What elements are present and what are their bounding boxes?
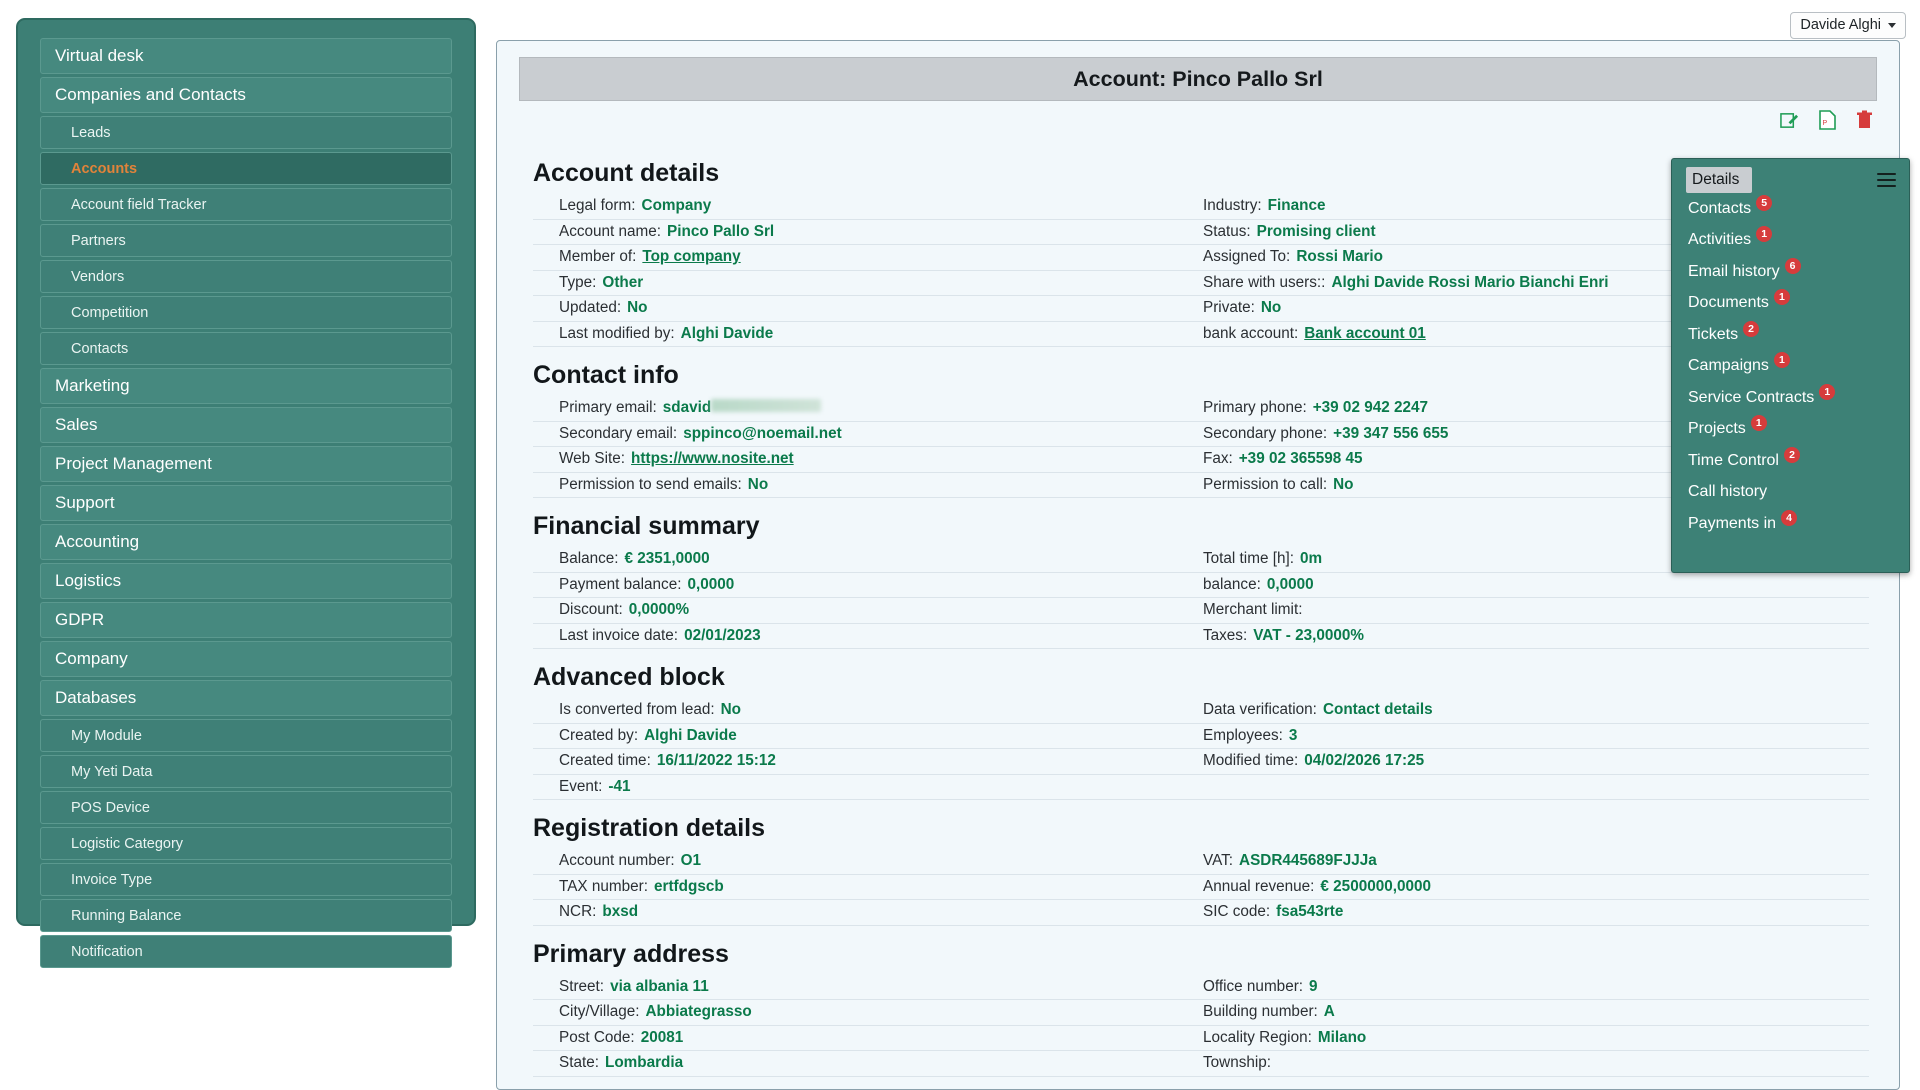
tab-label: Time Control: [1688, 451, 1779, 469]
field-row: [533, 1051, 1869, 1077]
sidebar-item-running-balance[interactable]: [40, 899, 452, 932]
field-label: Type:: [559, 273, 597, 291]
field-label: Private:: [1203, 299, 1255, 317]
delete-icon[interactable]: [1856, 110, 1873, 134]
field-cell: [533, 223, 1201, 241]
tab-label: Activities: [1688, 231, 1752, 249]
sidebar-item-logistics[interactable]: [40, 563, 452, 599]
tab-call-history[interactable]: [1672, 477, 1909, 509]
field-value: Pinco Pallo Srl: [667, 222, 775, 240]
field-label: Post Code:: [559, 1028, 635, 1046]
section-title: Registration details: [533, 814, 765, 842]
field-value: No: [747, 475, 769, 493]
field-label: Web Site:: [559, 450, 626, 468]
tab-time-control[interactable]: [1672, 445, 1909, 477]
field-value[interactable]: https://www.nosite.net: [631, 450, 794, 468]
field-value: Alghi Davide Rossi Mario Bianchi Enri: [1331, 273, 1609, 291]
field-cell: [533, 576, 1201, 594]
field-value: € 2351,0000: [624, 550, 710, 568]
field-row: [533, 900, 1869, 926]
user-menu-button[interactable]: [1790, 12, 1906, 39]
sidebar-item-label: Accounting: [55, 532, 140, 551]
field-group: [533, 849, 1869, 926]
field-cell: [533, 399, 1201, 417]
sidebar-item-label: Sales: [55, 415, 98, 434]
field-label: Created by:: [559, 726, 639, 744]
tab-label: Documents: [1688, 294, 1769, 312]
field-value: Lombardia: [604, 1054, 684, 1072]
tab-contacts[interactable]: [1672, 193, 1909, 225]
field-row: [533, 296, 1869, 322]
sidebar-item-label: Company: [55, 649, 128, 668]
field-value: 3: [1288, 726, 1298, 744]
sidebar-item-invoice-type[interactable]: [40, 863, 452, 896]
sidebar-item-label: GDPR: [55, 610, 105, 629]
field-row: [533, 422, 1869, 448]
field-row: [533, 547, 1869, 573]
field-label: Modified time:: [1203, 752, 1299, 770]
tab-tickets[interactable]: [1672, 319, 1909, 351]
field-label: Annual revenue:: [1203, 877, 1315, 895]
field-value: Alghi Davide: [680, 324, 774, 342]
field-label: Payment balance:: [559, 575, 682, 593]
field-value: O1: [680, 852, 702, 870]
field-row: [533, 220, 1869, 246]
section-title: Account details: [533, 159, 720, 187]
sidebar-item-marketing[interactable]: [40, 368, 452, 404]
field-label: Share with users::: [1203, 273, 1326, 291]
field-row: [533, 698, 1869, 724]
field-row: [533, 396, 1869, 422]
tab-label: Contacts: [1688, 199, 1752, 217]
field-row: [533, 775, 1869, 801]
tab-label: Payments in: [1688, 514, 1777, 532]
field-cell: [533, 425, 1201, 443]
sidebar-item-label: Virtual desk: [55, 46, 144, 65]
sidebar-item-support[interactable]: [40, 485, 452, 521]
tab-label: Service Contracts: [1688, 388, 1815, 406]
field-label: Last modified by:: [559, 324, 675, 342]
field-value: 0,0000%: [628, 601, 690, 619]
field-label: Locality Region:: [1203, 1028, 1312, 1046]
field-value: € 2500000,0000: [1320, 877, 1432, 895]
sidebar-item-label: Running Balance: [71, 907, 182, 924]
field-row: [533, 447, 1869, 473]
sidebar-item-my-yeti-data[interactable]: [40, 755, 452, 788]
sidebar-item-my-module[interactable]: [40, 719, 452, 752]
field-row: [533, 245, 1869, 271]
field-value: sdavid: [662, 399, 712, 417]
field-label: SIC code:: [1203, 903, 1271, 921]
tab-service-contracts[interactable]: [1672, 382, 1909, 414]
field-label: Employees:: [1203, 726, 1283, 744]
field-value: 20081: [640, 1028, 684, 1046]
sidebar-item-logistic-category[interactable]: [40, 827, 452, 860]
field-cell: [1201, 878, 1869, 896]
field-cell: [1201, 852, 1869, 870]
field-row: [533, 598, 1869, 624]
field-label: NCR:: [559, 903, 597, 921]
tab-label: Projects: [1688, 420, 1746, 438]
sidebar-item-accounts[interactable]: [40, 152, 452, 185]
field-cell: [1201, 1054, 1869, 1072]
sidebar-item-company[interactable]: [40, 641, 452, 677]
field-label: Street:: [559, 977, 605, 995]
sidebar-item-accounting[interactable]: [40, 524, 452, 560]
tab-campaigns[interactable]: [1672, 351, 1909, 383]
field-row: [533, 473, 1869, 499]
tab-label: Campaigns: [1688, 357, 1769, 375]
field-cell: [533, 601, 1201, 619]
field-cell: [533, 627, 1201, 645]
field-cell: [533, 274, 1201, 292]
field-row: [533, 975, 1869, 1001]
sidebar-item-notification[interactable]: [40, 935, 452, 968]
field-value: +39 02 365598 45: [1238, 450, 1363, 468]
field-label: Primary phone:: [1203, 399, 1307, 417]
field-cell: [1201, 576, 1869, 594]
field-row: [533, 624, 1869, 650]
tab-badge: 1: [1774, 289, 1790, 305]
tab-badge: 5: [1756, 195, 1772, 211]
field-label: TAX number:: [559, 877, 648, 895]
section-title: Contact info: [533, 361, 679, 389]
tab-projects[interactable]: [1672, 414, 1909, 446]
field-value: Milano: [1317, 1028, 1367, 1046]
field-value: A: [1323, 1003, 1335, 1021]
field-cell: [533, 727, 1201, 745]
tab-documents[interactable]: [1672, 288, 1909, 320]
field-cell: [1201, 601, 1869, 619]
field-label: bank account:: [1203, 324, 1299, 342]
tab-label: Details: [1692, 171, 1740, 188]
sidebar-item-account-field-tracker[interactable]: [40, 188, 452, 221]
section-title: Advanced block: [533, 663, 725, 691]
sidebar-item-label: Support: [55, 493, 115, 512]
field-label: Building number:: [1203, 1003, 1318, 1021]
field-row: [533, 849, 1869, 875]
field-value: +39 347 556 655: [1333, 424, 1449, 442]
field-label: Member of:: [559, 248, 637, 266]
field-row: [533, 724, 1869, 750]
field-value: 9: [1309, 977, 1318, 995]
field-label: Account name:: [559, 222, 662, 240]
field-value: No: [627, 299, 648, 317]
field-value: ASDR445689FJJJa: [1239, 852, 1377, 870]
field-label: Office number:: [1203, 977, 1304, 995]
tab-badge: 1: [1751, 415, 1767, 431]
field-cell: [1201, 1003, 1869, 1021]
sidebar-item-project-management[interactable]: [40, 446, 452, 482]
field-cell: [533, 778, 1201, 796]
field-label: Data verification:: [1203, 701, 1317, 719]
field-value: No: [720, 701, 741, 719]
sidebar-item-vendors[interactable]: [40, 260, 452, 293]
field-cell: [533, 197, 1201, 215]
tab-badge: 2: [1784, 447, 1800, 463]
hamburger-menu-icon[interactable]: [1877, 173, 1896, 187]
sidebar-item-label: Logistics: [55, 571, 122, 590]
sidebar-item-label: Notification: [71, 943, 143, 960]
sidebar-item-competition[interactable]: [40, 296, 452, 329]
field-value: 16/11/2022 15:12: [656, 752, 776, 770]
tab-badge: 4: [1781, 510, 1797, 526]
field-label: Balance:: [559, 550, 619, 568]
field-cell: [1201, 701, 1869, 719]
field-value: -41: [608, 777, 631, 795]
field-cell: [533, 476, 1201, 494]
field-label: Taxes:: [1203, 626, 1248, 644]
field-label: Merchant limit:: [1203, 601, 1303, 619]
field-label: Status:: [1203, 222, 1251, 240]
tab-badge: 6: [1785, 258, 1801, 274]
user-menu-label: Davide Alghi: [1800, 17, 1881, 33]
sidebar-item-gdpr[interactable]: [40, 602, 452, 638]
field-label: Permission to send emails:: [559, 475, 742, 493]
field-value: Company: [641, 197, 712, 215]
field-value: Contact details: [1322, 701, 1433, 719]
field-cell: [1201, 903, 1869, 921]
sidebar-item-label: Contacts: [71, 340, 129, 357]
field-label: Permission to call:: [1203, 475, 1328, 493]
section-title: Primary address: [533, 939, 729, 968]
sidebar-item-label: Invoice Type: [71, 871, 153, 888]
field-value: fsa543rte: [1276, 903, 1344, 921]
field-label: Secondary email:: [559, 424, 678, 442]
svg-text:P: P: [1822, 120, 1828, 127]
field-label: Last invoice date:: [559, 626, 679, 644]
field-cell: [533, 903, 1201, 921]
field-value: Other: [602, 273, 644, 291]
field-cell: [533, 878, 1201, 896]
page-title: Account: Pinco Pallo Srl: [519, 57, 1877, 101]
field-label: Total time [h]:: [1203, 550, 1294, 568]
field-label: Secondary phone:: [1203, 424, 1328, 442]
field-label: Legal form:: [559, 197, 636, 215]
sidebar-item-label: Databases: [55, 688, 137, 707]
field-label: Created time:: [559, 752, 651, 770]
field-value: 02/01/2023: [684, 626, 761, 644]
field-value: bxsd: [602, 903, 639, 921]
field-cell: [533, 1003, 1201, 1021]
field-label: VAT:: [1203, 852, 1234, 870]
redacted-email: [711, 399, 821, 412]
field-value: 0m: [1299, 550, 1323, 568]
field-group: [533, 396, 1869, 498]
sidebar-item-label: Vendors: [71, 268, 125, 285]
sidebar-item-databases[interactable]: [40, 680, 452, 716]
field-cell: [533, 450, 1201, 468]
sidebar-item-contacts[interactable]: [40, 332, 452, 365]
sidebar-item-sales[interactable]: [40, 407, 452, 443]
tab-email-history[interactable]: [1672, 256, 1909, 288]
field-label: Assigned To:: [1203, 248, 1291, 266]
sidebar-item-label: Account field Tracker: [71, 196, 207, 213]
field-cell: [533, 325, 1201, 343]
sidebar: [16, 18, 476, 960]
sidebar-item-partners[interactable]: [40, 224, 452, 257]
field-value: 04/02/2026 17:25: [1304, 752, 1425, 770]
field-group: [533, 194, 1869, 347]
sidebar-item-label: Companies and Contacts: [55, 85, 246, 104]
field-value: ertfdgscb: [653, 877, 724, 895]
field-cell: [533, 752, 1201, 770]
record-actions: [497, 111, 1873, 133]
sidebar-item-pos-device[interactable]: [40, 791, 452, 824]
field-cell: [1201, 752, 1869, 770]
field-value: Alghi Davide: [644, 726, 737, 744]
field-row: [533, 1026, 1869, 1052]
field-value: Rossi Mario: [1296, 248, 1384, 266]
sidebar-item-label: My Module: [71, 727, 142, 744]
pdf-export-icon[interactable]: [1819, 110, 1836, 134]
field-value: Abbiategrasso: [645, 1003, 752, 1021]
field-label: Discount:: [559, 601, 623, 619]
field-row: [533, 322, 1869, 348]
sidebar-item-label: Leads: [71, 124, 111, 141]
sidebar-item-virtual-desk[interactable]: [40, 38, 452, 74]
field-label: Industry:: [1203, 197, 1262, 215]
sidebar-item-label: Accounts: [71, 160, 138, 177]
field-cell: [533, 248, 1201, 266]
field-label: City/Village:: [559, 1003, 640, 1021]
sidebar-item-label: POS Device: [71, 799, 150, 816]
field-cell: [1201, 978, 1869, 996]
tab-label: Email history: [1688, 262, 1780, 280]
sidebar-item-companies-and-contacts[interactable]: [40, 77, 452, 113]
field-value: VAT - 23,0000%: [1253, 626, 1365, 644]
sidebar-item-label: Logistic Category: [71, 835, 184, 852]
field-value: No: [1260, 299, 1282, 317]
field-cell: [533, 852, 1201, 870]
sidebar-item-label: Project Management: [55, 454, 212, 473]
field-cell: [1201, 1029, 1869, 1047]
field-value: +39 02 942 2247: [1312, 399, 1428, 417]
related-tabs-panel: [1671, 158, 1910, 573]
tab-payments-in[interactable]: [1672, 508, 1909, 540]
tab-details[interactable]: [1686, 167, 1752, 193]
tab-badge: 1: [1819, 384, 1835, 400]
field-cell: [533, 550, 1201, 568]
tab-badge: 2: [1743, 321, 1759, 337]
tab-badge: 1: [1774, 352, 1790, 368]
field-label: Event:: [559, 777, 603, 795]
field-label: balance:: [1203, 575, 1261, 593]
sidebar-item-label: Competition: [71, 304, 149, 321]
sidebar-item-label: Marketing: [55, 376, 130, 395]
field-group: [533, 698, 1869, 800]
field-cell: [1201, 627, 1869, 645]
field-value: via albania 11: [610, 977, 709, 995]
field-label: Fax:: [1203, 450, 1233, 468]
field-label: Is converted from lead:: [559, 701, 715, 719]
field-group: [533, 547, 1869, 649]
field-label: Updated:: [559, 299, 622, 317]
chevron-down-icon: [1888, 23, 1896, 28]
field-value: 0,0000: [1266, 575, 1314, 593]
field-group: [533, 975, 1869, 1077]
field-cell: [533, 299, 1201, 317]
field-value[interactable]: Top company: [642, 248, 741, 266]
field-label: State:: [559, 1054, 599, 1072]
field-cell: [533, 978, 1201, 996]
sidebar-item-label: My Yeti Data: [71, 763, 153, 780]
field-cell: [533, 701, 1201, 719]
sidebar-item-leads[interactable]: [40, 116, 452, 149]
field-row: [533, 749, 1869, 775]
field-row: [533, 573, 1869, 599]
field-value: Promising client: [1256, 222, 1376, 240]
field-label: Township:: [1203, 1054, 1272, 1072]
field-cell: [1201, 727, 1869, 745]
field-value: No: [1333, 475, 1354, 493]
tab-label: Call history: [1688, 483, 1768, 501]
tab-activities[interactable]: [1672, 225, 1909, 257]
field-value[interactable]: Bank account 01: [1304, 324, 1426, 342]
tab-label: Tickets: [1688, 325, 1739, 343]
field-label: Account number:: [559, 852, 675, 870]
field-label: Primary email:: [559, 399, 657, 417]
field-value: sppinco@noemail.net: [683, 424, 842, 442]
field-row: [533, 875, 1869, 901]
field-row: [533, 1000, 1869, 1026]
section-title: Financial summary: [533, 512, 760, 540]
field-cell: [533, 1029, 1201, 1047]
sidebar-item-label: Partners: [71, 232, 126, 249]
tab-badge: 1: [1756, 226, 1772, 242]
field-value: Finance: [1267, 197, 1326, 215]
edit-icon[interactable]: [1780, 111, 1799, 134]
field-cell: [533, 1054, 1201, 1072]
field-row: [533, 271, 1869, 297]
field-row: [533, 194, 1869, 220]
field-value: 0,0000: [687, 575, 735, 593]
